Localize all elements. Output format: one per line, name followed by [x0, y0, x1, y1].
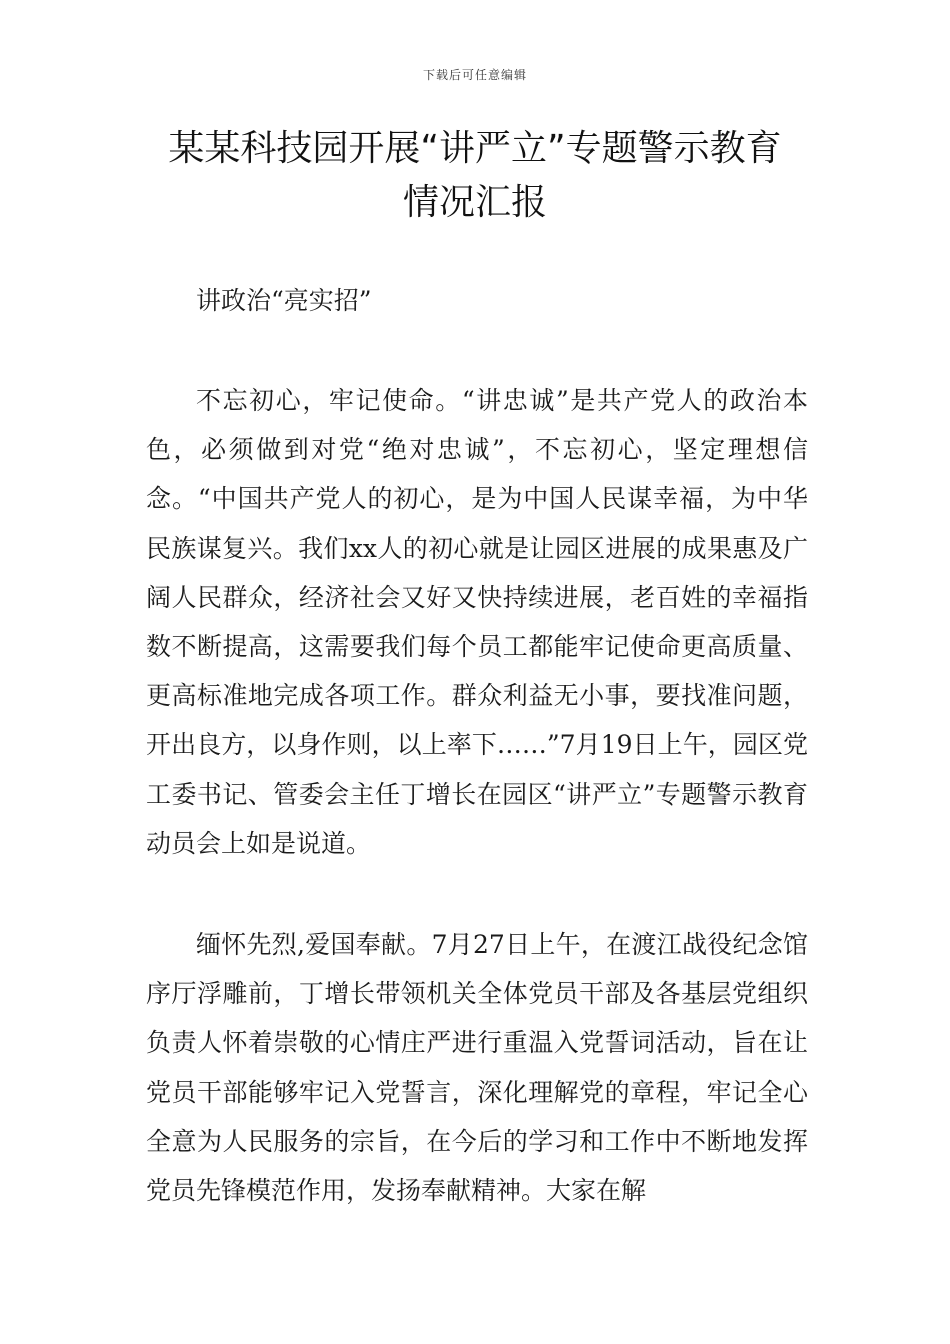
title-line-1: 某某科技园开展“讲严立”专题警示教育 [168, 128, 782, 169]
paragraph-1: 不忘初心，牢记使命。“讲忠诚”是共产党人的政治本色，必须做到对党“绝对忠诚”，不忘初心，坚定理想信念。“中国共产党人的初心，是为中国人民谋幸福，为中华民族谋复兴。我们xx人的初心就是让园区进展的成果惠及广阔人民群众，经济社会又好又快持续进展，老百姓的幸福指数不断提高，这需要我们每个员工都能牢记使命更高质量、更高标准地完成各项工作。群众利益无小事，要找准问题，开出良方，以身作则，以上率下……”7月19日上午，园区党工委书记、管委会主任丁增长在园区“讲严立”专题警示教育动员会上如是说道。 [146, 386, 808, 858]
header-note: 下载后可任意编辑 [422, 68, 527, 82]
paragraph-2: 缅怀先烈,爱国奉献。7月27日上午，在渡江战役纪念馆序厅浮雕前，丁增长带领机关全体党员干部及各基层党组织负责人怀着崇敬的心情庄严进行重温入党誓词活动，旨在让党员干部能够牢记入党誓言，深化理解党的章程，牢记全心全意为人民服务的宗旨，在今后的学习和工作中不断地发挥党员先锋模范作用，发扬奉献精神。大家在解 [146, 930, 808, 1206]
section-heading: 讲政治“亮实招” [196, 286, 372, 315]
title-line-2: 情况汇报 [402, 182, 547, 223]
document-title [140, 122, 810, 230]
